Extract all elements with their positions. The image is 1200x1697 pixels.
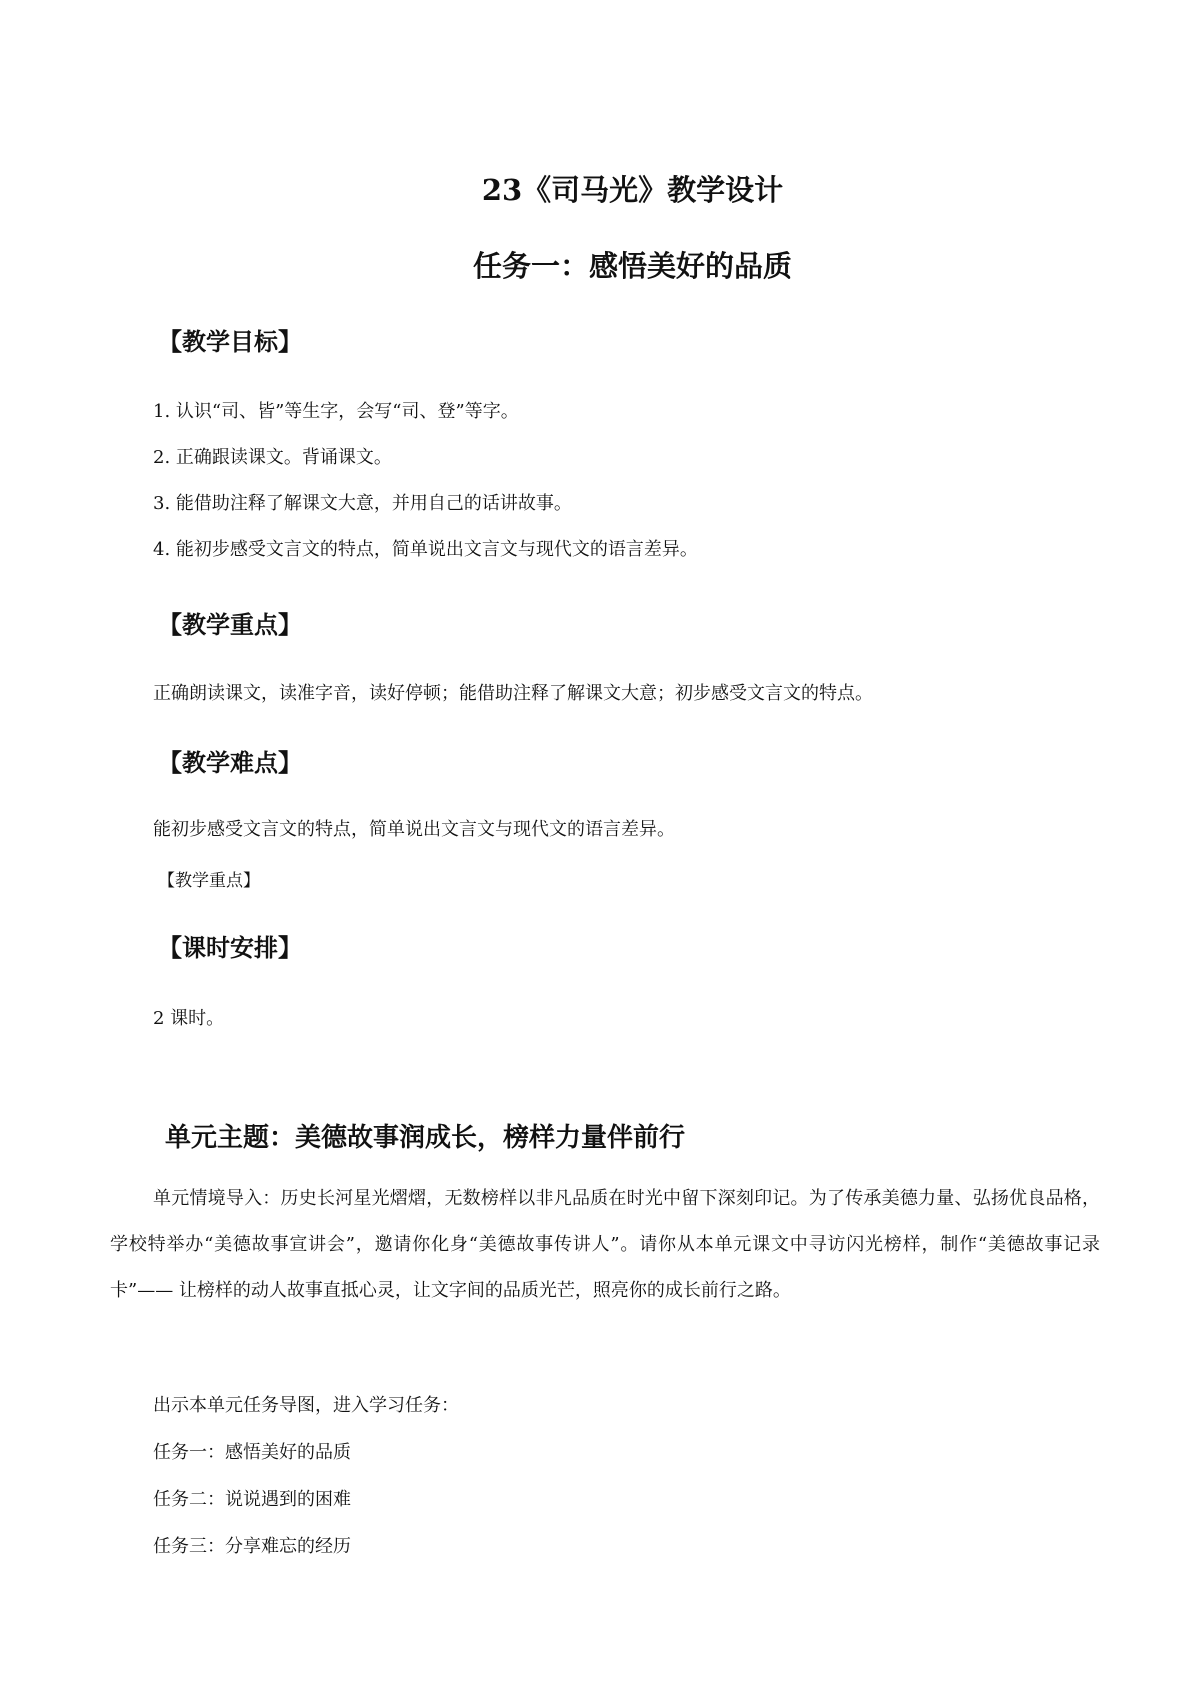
unit-intro-paragraph: 单元情境导入：历史长河星光熠熠，无数榜样以非凡品质在时光中留下深刻印记。为了传承美德力量、弘扬优良品格，学校特举办“美德故事宣讲会”，邀请你化身“美德故事传讲人”。请你从本单元课文中寻访闪光榜样，制作“美德故事记录卡”—— 让榜样的动人故事直抵心灵，让文字间的品质光芒，照亮你的成长前行之路。 — [110, 1188, 1100, 1301]
goal-item: 3. 能借助注释了解课文大意，并用自己的话讲故事。 — [153, 493, 572, 514]
difficulties-text: 能初步感受文言文的特点，简单说出文言文与现代文的语言差异。 — [153, 819, 675, 840]
extra-label: 【教学重点】 — [158, 871, 260, 891]
schedule-text: 2 课时。 — [153, 1008, 225, 1029]
unit-task-item: 任务二：说说遇到的困难 — [153, 1489, 351, 1510]
section-heading-goals: 【教学目标】 — [158, 327, 302, 356]
document-title: 23《司马光》教学设计 — [481, 173, 784, 207]
key-points-text: 正确朗读课文，读准字音，读好停顿；能借助注释了解课文大意；初步感受文言文的特点。 — [153, 683, 873, 704]
unit-task-item: 任务一：感悟美好的品质 — [153, 1442, 351, 1463]
section-heading-key-points: 【教学重点】 — [158, 610, 302, 639]
unit-lead-text: 出示本单元任务导图，进入学习任务： — [153, 1395, 459, 1416]
section-heading-difficulties: 【教学难点】 — [158, 748, 302, 777]
section-heading-schedule: 【课时安排】 — [158, 933, 302, 962]
unit-task-item: 任务三：分享难忘的经历 — [153, 1536, 351, 1557]
goal-item: 2. 正确跟读课文。背诵课文。 — [153, 447, 392, 468]
unit-title: 单元主题：美德故事润成长，榜样力量伴前行 — [165, 1123, 686, 1153]
task-heading: 任务一：感悟美好的品质 — [472, 249, 792, 283]
goal-item: 1. 认识“司、皆”等生字，会写“司、登”等字。 — [153, 401, 519, 422]
goal-item: 4. 能初步感受文言文的特点，简单说出文言文与现代文的语言差异。 — [153, 539, 698, 560]
